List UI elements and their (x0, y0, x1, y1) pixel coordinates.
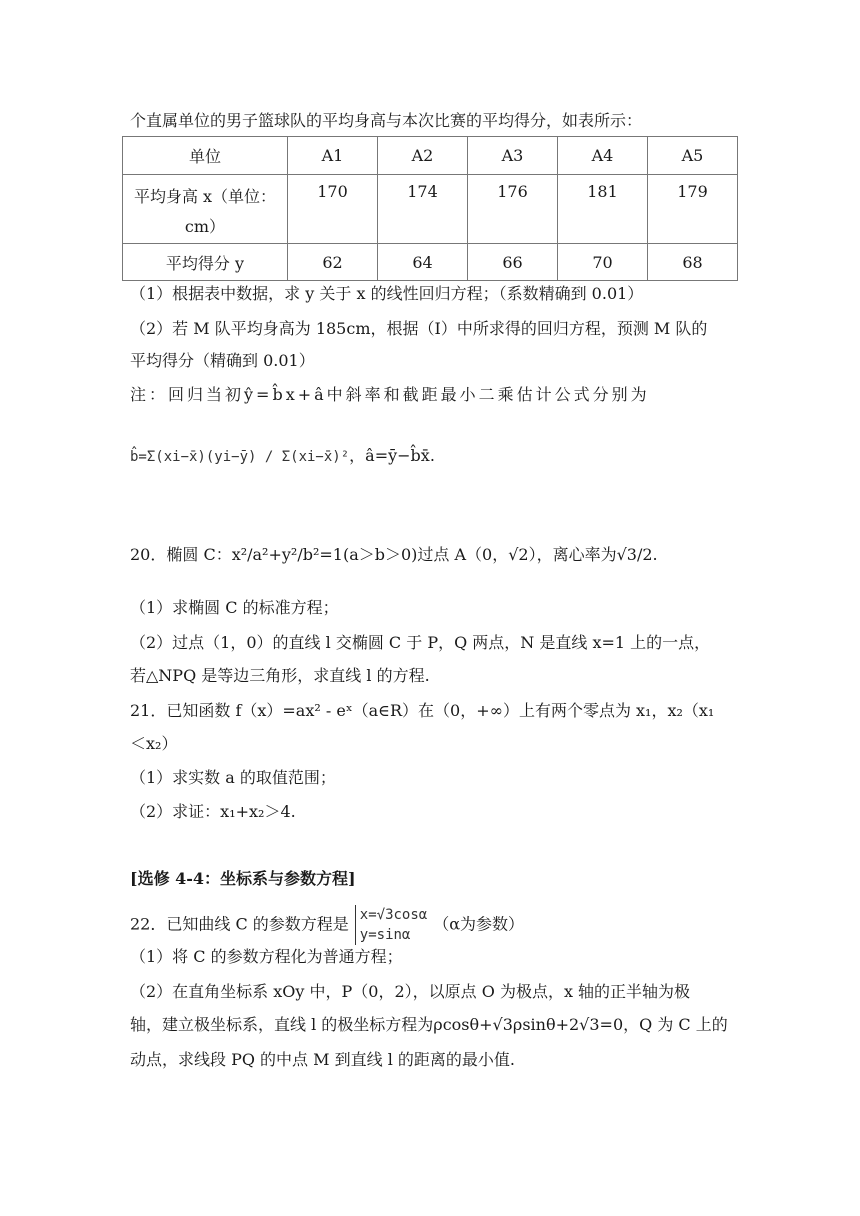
q20-part2-line1: （2）过点（1，0）的直线 l 交椭圆 C 于 P，Q 两点，N 是直线 x=1 上的一点， (130, 633, 711, 652)
table-cell: 64 (378, 244, 468, 281)
table-row-label: 平均身高 x（单位：cm） (123, 175, 288, 244)
table-row-label: 平均得分 y (123, 244, 288, 281)
q22-part2-line2: 轴，建立极坐标系，直线 l 的极坐标方程为ρcosθ+√3ρsinθ+2√3=0，Q 为 C 上的 (130, 1015, 728, 1034)
table-row-height (123, 175, 738, 244)
table-cell: 70 (558, 244, 648, 281)
q19-part2-line1: （2）若 M 队平均身高为 185cm，根据（I）中所求得的回归方程，预测 M 队的 (130, 319, 708, 338)
intro-text: 个直属单位的男子篮球队的平均身高与本次比赛的平均得分，如表所示： (130, 111, 643, 130)
table-header-row (123, 137, 738, 175)
q22-part1: （1）将 C 的参数方程化为普通方程； (130, 947, 403, 966)
table-header-cell: A1 (288, 137, 378, 175)
data-table (122, 136, 738, 281)
table-header-cell: A4 (558, 137, 648, 175)
q22-part2-line3: 动点，求线段 PQ 的中点 M 到直线 l 的距离的最小值. (130, 1050, 515, 1069)
q19-part2-line2: 平均得分（精确到 0.01） (130, 351, 315, 370)
table-cell: 170 (288, 175, 378, 244)
table-header-cell: A3 (468, 137, 558, 175)
q21-part2: （2）求证：x₁+x₂＞4. (130, 802, 296, 821)
q20-stem: 20．椭圆 C：x²/a²+y²/b²=1(a＞b＞0)过点 A（0，√2），离心率为√3/2. (130, 545, 658, 564)
q19-note: 注：回归当初ŷ=b̂x+â中斜率和截距最小二乘估计公式分别为 (130, 385, 650, 404)
table-cell: 174 (378, 175, 468, 244)
table-cell: 176 (468, 175, 558, 244)
q20-part1: （1）求椭圆 C 的标准方程； (130, 598, 339, 617)
section-title: [选修 4-4：坐标系与参数方程] (130, 869, 356, 888)
q21-part1: （1）求实数 a 的取值范围； (130, 768, 336, 787)
q20-part2-line2: 若△NPQ 是等边三角形，求直线 l 的方程. (130, 666, 430, 685)
table-cell: 179 (648, 175, 738, 244)
q22-param-equations: x=√3cosα y=sinα (355, 905, 427, 945)
q22-part2-line1: （2）在直角坐标系 xOy 中，P（0，2），以原点 O 为极点，x 轴的正半轴为极 (130, 982, 691, 1001)
table-header-cell: A2 (378, 137, 468, 175)
table-cell: 68 (648, 244, 738, 281)
table-cell: 66 (468, 244, 558, 281)
q19-part1: （1）根据表中数据，求 y 关于 x 的线性回归方程；（系数精确到 0.01） (130, 284, 644, 303)
q22-stem: 22．已知曲线 C 的参数方程是 x=√3cosα y=sinα （α为参数） (130, 907, 525, 943)
formula-b: b̂=Σ(xi−x̄)(yi−ȳ) / Σ(xi−x̄)²，â=ȳ−b̂x̄. (130, 446, 435, 465)
table-cell: 62 (288, 244, 378, 281)
table-header-cell: 单位 (123, 137, 288, 175)
q21-stem-line2: ＜x₂） (130, 734, 178, 753)
table-row-score (123, 244, 738, 281)
q21-stem-line1: 21．已知函数 f（x）=ax² - eˣ（a∈R）在（0，+∞）上有两个零点为 x₁，x₂（x₁ (130, 701, 715, 720)
table-header-cell: A5 (648, 137, 738, 175)
table-cell: 181 (558, 175, 648, 244)
